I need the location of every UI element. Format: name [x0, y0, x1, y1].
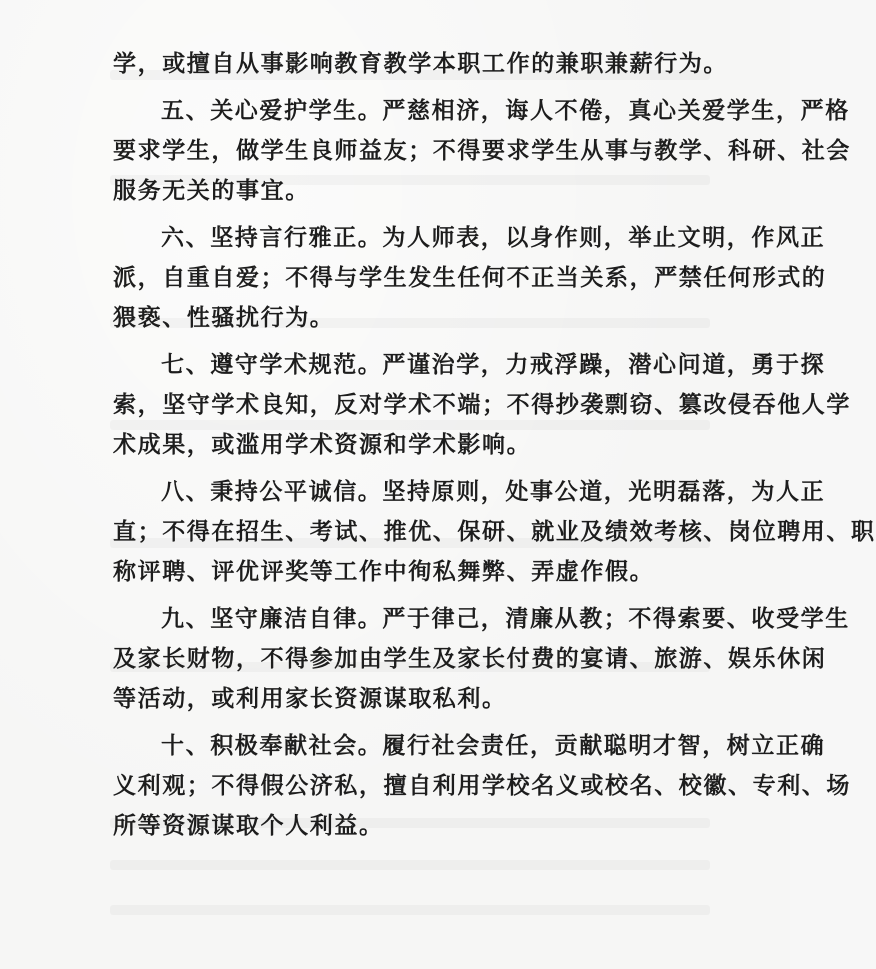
text-line: 服务无关的事宜。: [113, 177, 310, 204]
text-line: 及家长财物，不得参加由学生及家长付费的宴请、旅游、娱乐休闲: [113, 645, 827, 672]
text-line: 索，坚守学术良知，反对学术不端；不得抄袭剽窃、篡改侵吞他人学: [113, 391, 851, 418]
text-line: 称评聘、评优评奖等工作中徇私舞弊、弄虚作假。: [113, 558, 655, 585]
text-line: 七、遵守学术规范。严谨治学，力戒浮躁，潜心问道，勇于探: [161, 351, 826, 378]
paragraph-item-8: [113, 472, 876, 592]
text-line: 义利观；不得假公济私，擅自利用学校名义或校名、校徽、专利、场: [113, 772, 851, 799]
text-line: 所等资源谋取个人利益。: [113, 812, 384, 839]
text-line: 等活动，或利用家长资源谋取私利。: [113, 685, 507, 712]
text-line: 学，或擅自从事影响教育教学本职工作的兼职兼薪行为。: [113, 50, 728, 77]
paragraph-item-5: [113, 91, 851, 211]
text-line: 直；不得在招生、考试、推优、保研、就业及绩效考核、岗位聘用、职: [113, 518, 876, 545]
paragraph-item-7: [113, 345, 851, 465]
text-line: 术成果，或滥用学术资源和学术影响。: [113, 431, 532, 458]
text-line: 五、关心爱护学生。严慈相济，诲人不倦，真心关爱学生，严格: [161, 97, 850, 124]
text-line: 八、秉持公平诚信。坚持原则，处事公道，光明磊落，为人正: [161, 478, 826, 505]
text-line: 十、积极奉献社会。履行社会责任，贡献聪明才智，树立正确: [161, 732, 826, 759]
text-line: 九、坚守廉洁自律。严于律己，清廉从教；不得索要、收受学生: [161, 605, 850, 632]
paragraph-continuation: [113, 44, 728, 84]
text-line: 要求学生，做学生良师益友；不得要求学生从事与教学、科研、社会: [113, 137, 851, 164]
bleed-through-mark: [110, 905, 710, 915]
paragraph-item-9: [113, 599, 850, 719]
text-line: 派，自重自爱；不得与学生发生任何不正当关系，严禁任何形式的: [113, 264, 827, 291]
paragraph-item-10: [113, 726, 851, 846]
bleed-through-mark: [110, 860, 710, 870]
paragraph-item-6: [113, 218, 827, 338]
text-line: 六、坚持言行雅正。为人师表，以身作则，举止文明，作风正: [161, 224, 826, 251]
document-body: [113, 44, 876, 846]
text-line: 猥亵、性骚扰行为。: [113, 304, 335, 331]
